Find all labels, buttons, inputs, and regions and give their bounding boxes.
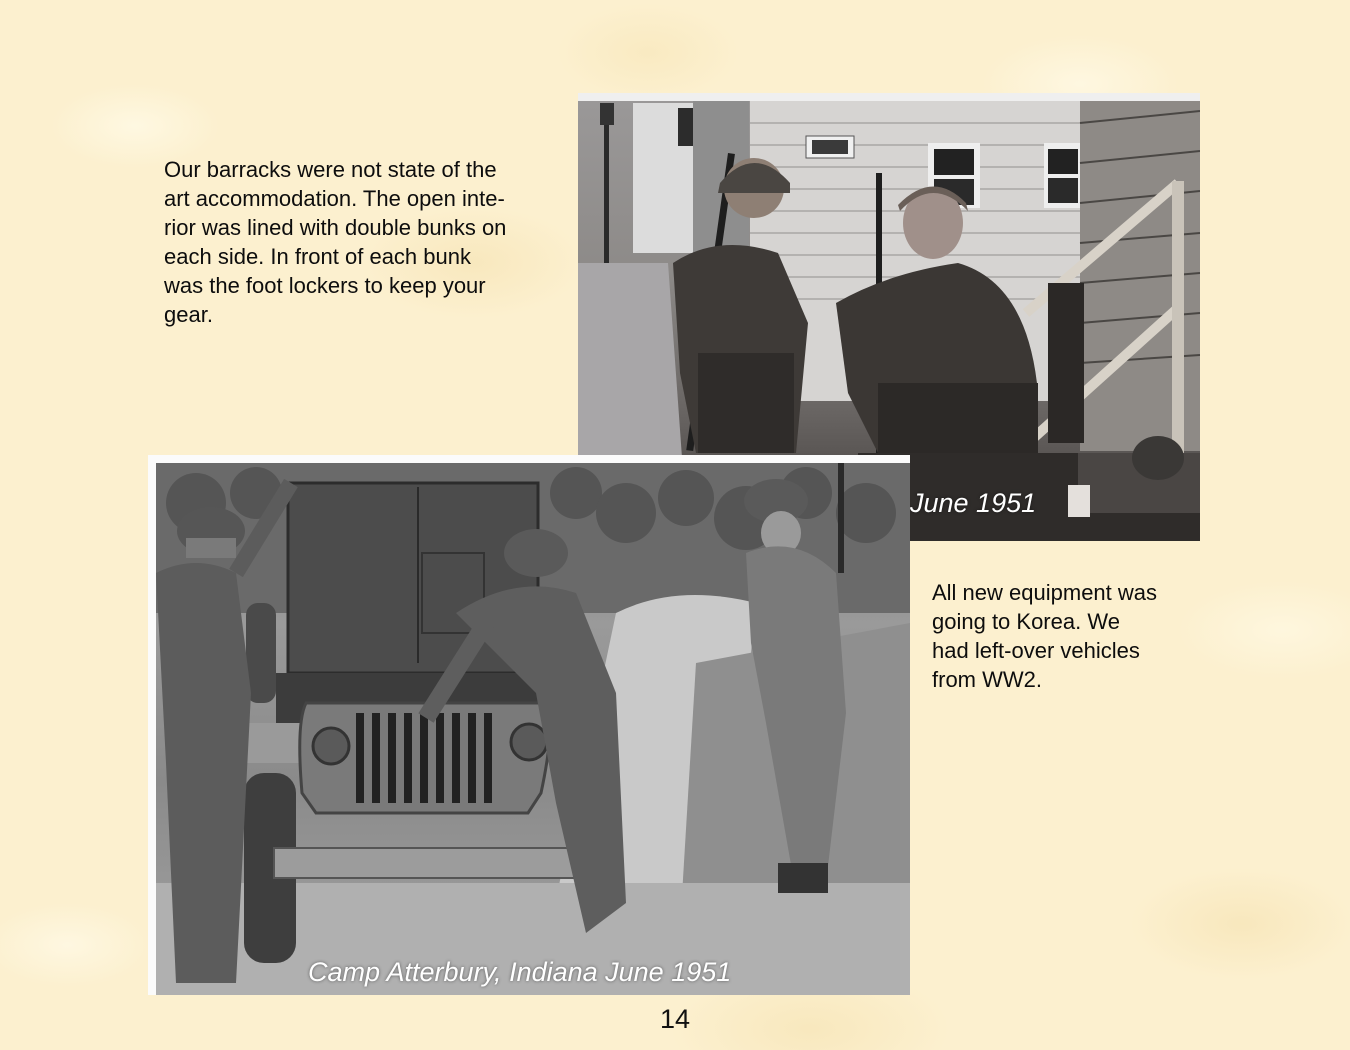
equipment-line: going to Korea. We — [932, 609, 1120, 634]
intro-line: Our barracks were not state of the — [164, 157, 497, 182]
equipment-paragraph — [932, 578, 1202, 694]
equipment-line: had left-over vehicles — [932, 638, 1140, 663]
intro-line: each side. In front of each bunk — [164, 244, 471, 269]
jeep-photo-illustration — [156, 463, 910, 995]
jeep-photo — [148, 455, 910, 995]
barracks-photo-caption: June 1951 — [910, 488, 1037, 518]
jeep-photo-caption: Camp Atterbury, Indiana June 1951 — [308, 957, 732, 987]
intro-line: rior was lined with double bunks on — [164, 215, 507, 240]
jeep-photo-image — [156, 463, 910, 995]
intro-paragraph — [164, 155, 564, 329]
equipment-line: from WW2. — [932, 667, 1042, 692]
intro-line: gear. — [164, 302, 213, 327]
intro-line: art accommodation. The open inte- — [164, 186, 505, 211]
intro-line: was the foot lockers to keep your — [164, 273, 486, 298]
equipment-line: All new equipment was — [932, 580, 1158, 605]
page-number: 14 — [659, 1004, 691, 1034]
